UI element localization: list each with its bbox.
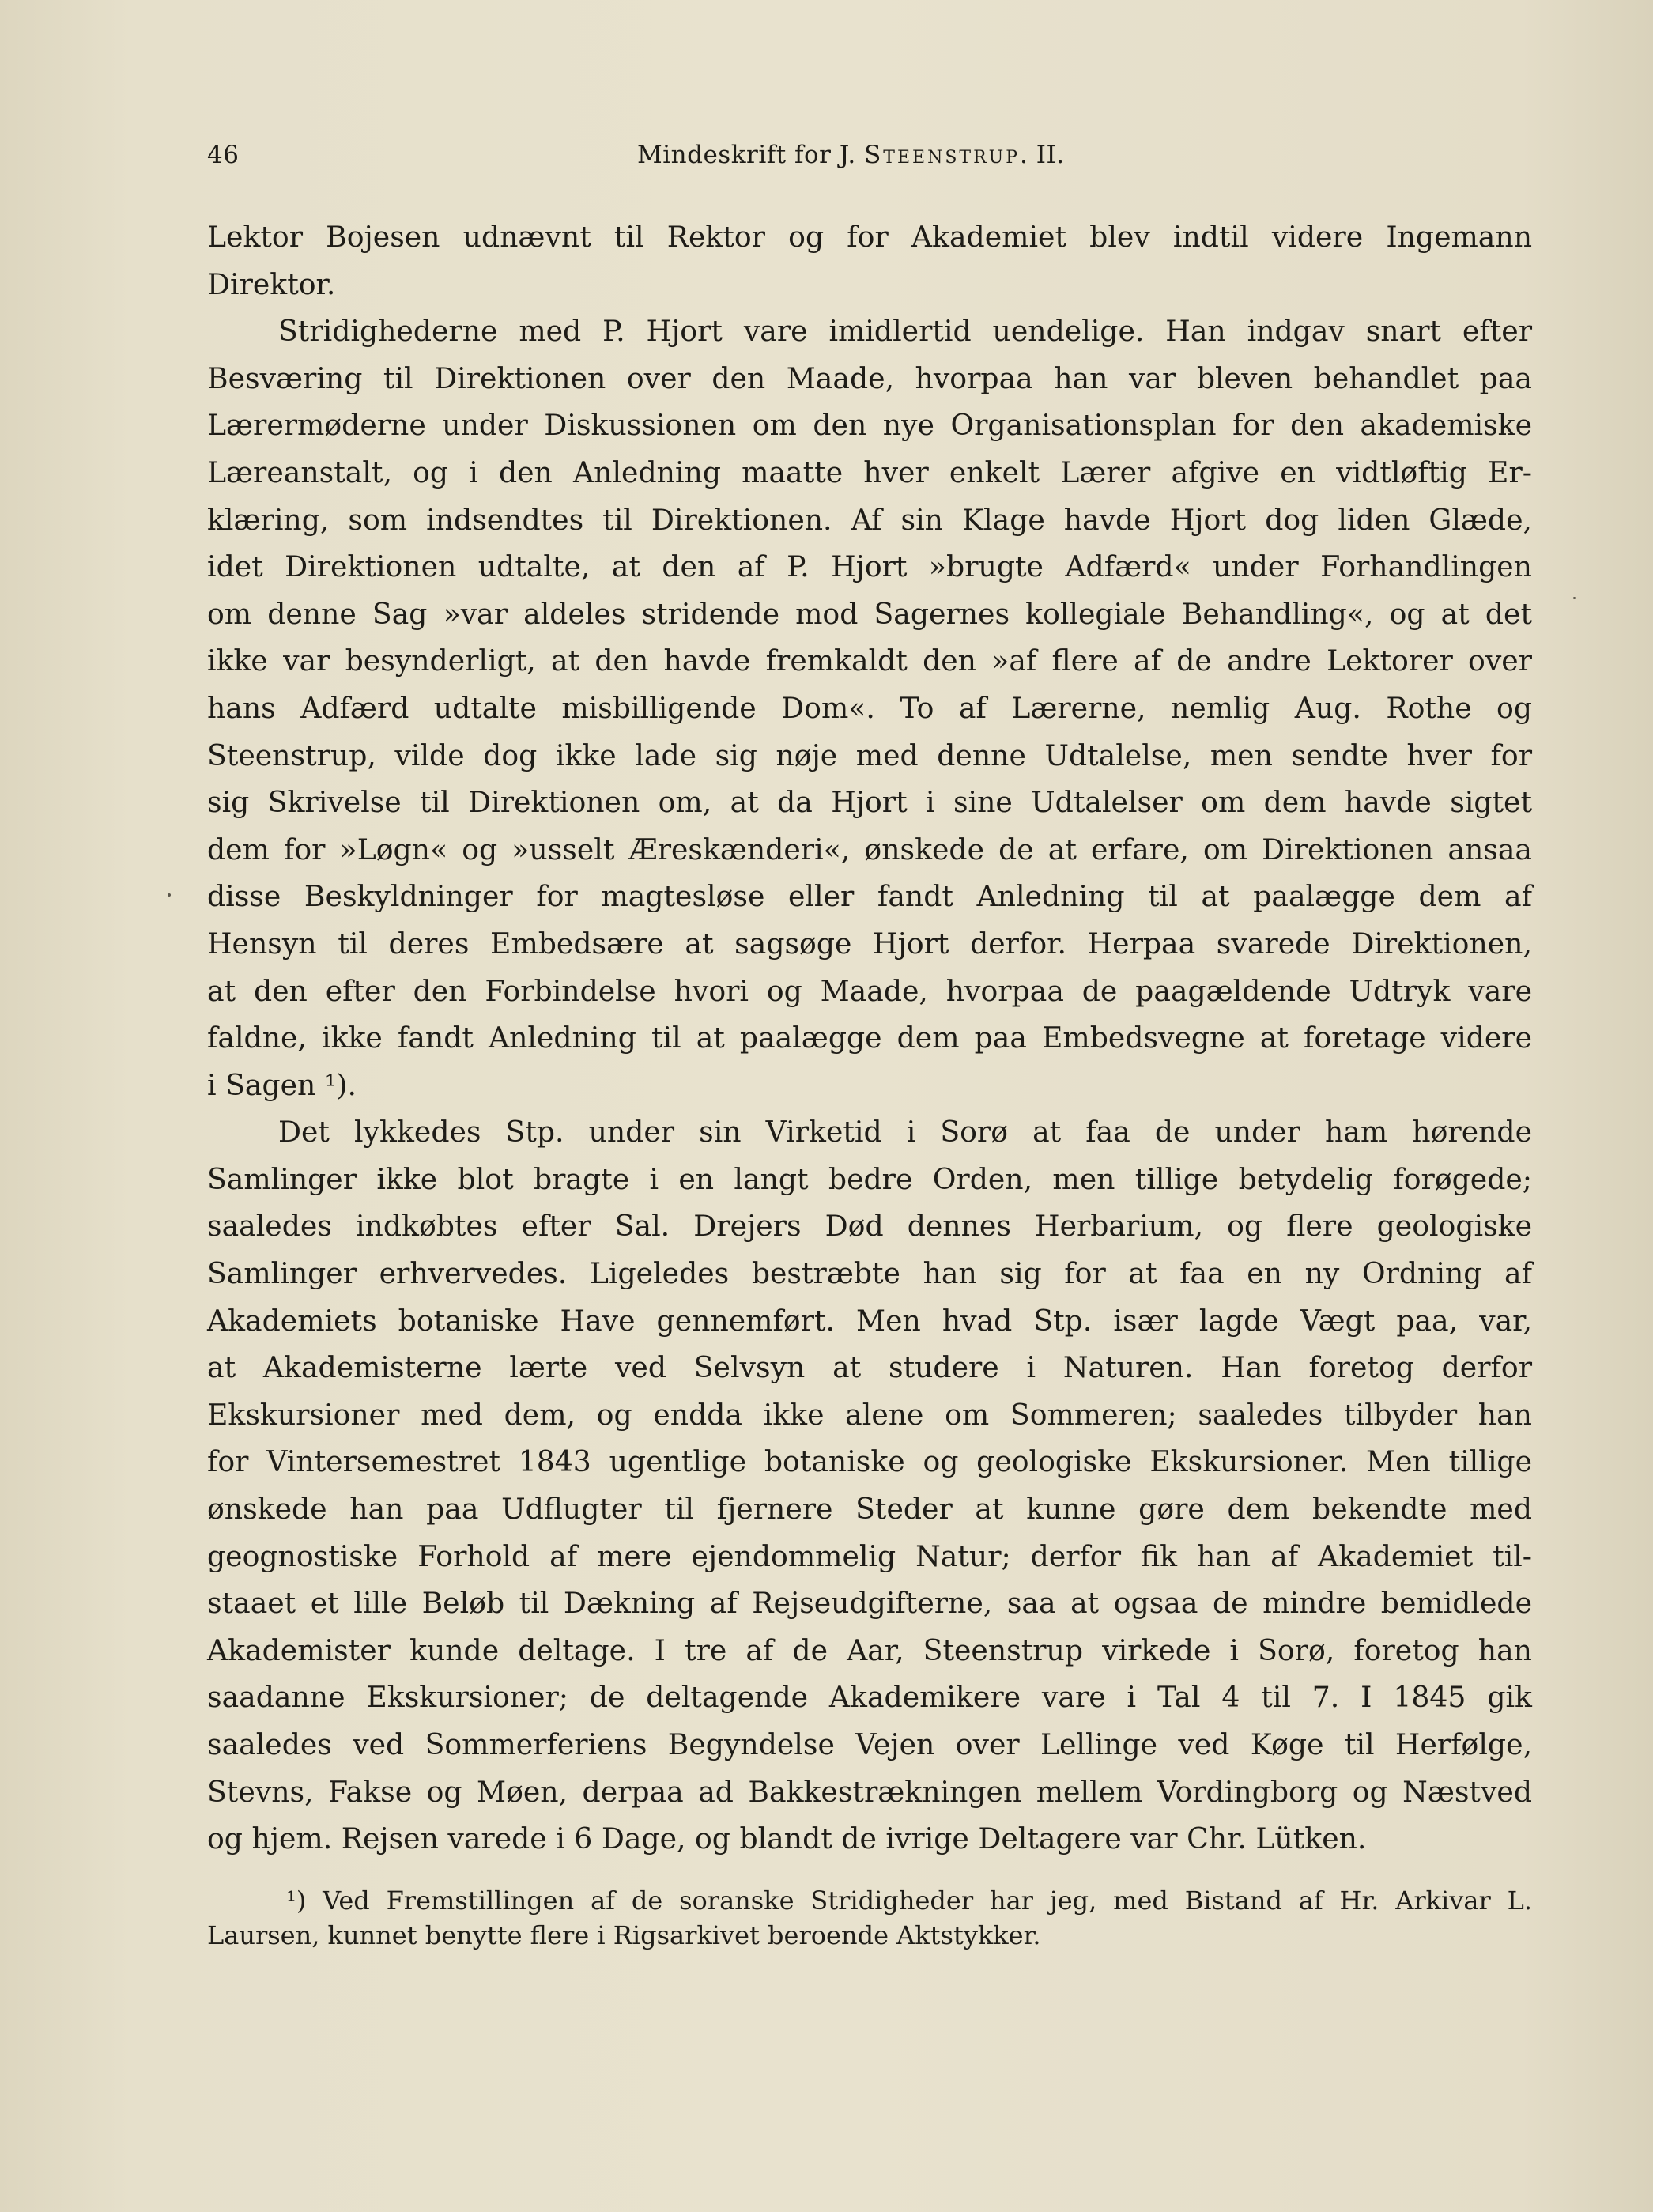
scan-speck	[168, 893, 171, 897]
text-line: saaledes indkøbtes efter Sal. Drejers Død dennes Herbarium, og flere geologiske	[207, 1209, 1532, 1244]
text-line: Læreanstalt, og i den Anledning maatte hver enkelt Lærer afgive en vidtløftig Er-	[207, 455, 1532, 489]
text-line: faldne, ikke fandt Anledning til at paalægge dem paa Embedsvegne at foretage videre	[207, 1021, 1532, 1055]
text-line: Akademister kunde deltage. I tre af de Aar, Steenstrup virkede i Sorø, foretog han	[207, 1633, 1532, 1667]
page-number: 46	[207, 141, 240, 169]
scan-speck	[1573, 597, 1576, 599]
text-line: og hjem. Rejsen varede i 6 Dage, og blandt de ivrige Deltagere var Chr. Lütken.	[207, 1821, 1367, 1856]
text-line: hans Adfærd udtalte misbilligende Dom«. To af Lærerne, nemlig Aug. Rothe og	[207, 690, 1532, 725]
text-line: Samlinger erhvervedes. Ligeledes bestræbte han sig for at faa en ny Ordning af	[207, 1256, 1532, 1291]
text-line: Akademiets botaniske Have gennemført. Men hvad Stp. især lagde Vægt paa, var,	[207, 1303, 1532, 1338]
text-line: Hensyn til deres Embedsære at sagsøge Hjort derfor. Herpaa svarede Direktionen,	[207, 926, 1532, 961]
text-line: staaet et lille Beløb til Dækning af Rejseudgifterne, saa at ogsaa de mindre bemidlede	[207, 1586, 1532, 1621]
text-line: sig Skrivelse til Direktionen om, at da Hjort i sine Udtalelser om dem havde sigtet	[207, 785, 1532, 820]
text-line: geognostiske Forhold af mere ejendommelig Natur; derfor fik han af Akademiet til-	[207, 1538, 1532, 1573]
running-title	[637, 141, 1065, 169]
text-line: Steenstrup, vilde dog ikke lade sig nøje med denne Udtalelse, men sendte hver for	[207, 738, 1532, 772]
text-line: disse Beskyldninger for magtesløse eller fandt Anledning til at paalægge dem af	[207, 879, 1532, 914]
text-line: Det lykkedes Stp. under sin Virketid i Sorø at faa de under ham hørende	[278, 1115, 1532, 1149]
text-line: Besværing til Direktionen over den Maade, hvorpaa han var bleven behandlet paa	[207, 360, 1532, 395]
text-line: i Sagen ¹).	[207, 1067, 357, 1102]
text-line: om denne Sag »var aldeles stridende mod Sagernes kollegiale Behandling«, og at det	[207, 596, 1532, 631]
text-line: Stridighederne med P. Hjort vare imidlertid uendelige. Han indgav snart efter	[278, 314, 1532, 349]
running-title-suffix: . II.	[1020, 141, 1065, 169]
text-line: Lektor Bojesen udnævnt til Rektor og for Akademiet blev indtil videre Ingemann	[207, 220, 1532, 254]
body-text	[207, 213, 1532, 1863]
text-line: Samlinger ikke blot bragte i en langt bedre Orden, men tillige betydelig forøgede;	[207, 1161, 1532, 1196]
footnote	[207, 1883, 1532, 1953]
text-line: Ekskursioner med dem, og endda ikke alene om Sommeren; saaledes tilbyder han	[207, 1397, 1532, 1432]
text-line: dem for »Løgn« og »usselt Æreskænderi«, ønskede de at erfare, om Direktionen ansaa	[207, 832, 1532, 866]
text-line: klæring, som indsendtes til Direktionen. Af sin Klage havde Hjort dog liden Glæde,	[207, 502, 1532, 537]
text-line: at den efter den Forbindelse hvori og Maade, hvorpaa de paagældende Udtryk vare	[207, 973, 1532, 1008]
text-line: idet Direktionen udtalte, at den af P. Hjort »brugte Adfærd« under Forhandlingen	[207, 549, 1532, 584]
text-line: at Akademisterne lærte ved Selvsyn at studere i Naturen. Han foretog derfor	[207, 1350, 1532, 1385]
text-line: saaledes ved Sommerferiens Begyndelse Vejen over Lellinge ved Køge til Herfølge,	[207, 1727, 1532, 1761]
text-line: ikke var besynderligt, at den havde fremkaldt den »af flere af de andre Lektorer over	[207, 644, 1532, 678]
footnote-line: Laursen, kunnet benytte flere i Rigsarkivet beroende Aktstykker.	[207, 1920, 1041, 1950]
text-line: Stevns, Fakse og Møen, derpaa ad Bakkestrækningen mellem Vordingborg og Næstved	[207, 1774, 1532, 1809]
running-title-name: Steenstrup	[864, 141, 1020, 169]
text-line: for Vintersemestret 1843 ugentlige botaniske og geologiske Ekskursioner. Men tillige	[207, 1444, 1532, 1479]
text-line: ønskede han paa Udflugter til fjernere Steder at kunne gøre dem bekendte med	[207, 1492, 1532, 1527]
running-title-prefix: Mindeskrift for J.	[637, 141, 865, 169]
text-line: Lærermøderne under Diskussionen om den nye Organisationsplan for den akademiske	[207, 408, 1532, 443]
text-line: saadanne Ekskursioner; de deltagende Akademikere vare i Tal 4 til 7. I 1845 gik	[207, 1680, 1532, 1715]
running-header	[207, 141, 1532, 180]
text-line: Direktor.	[207, 266, 336, 301]
footnote-line: ¹) Ved Fremstillingen af de soranske Stridigheder har jeg, med Bistand af Hr. Arkivar L.	[286, 1885, 1532, 1916]
